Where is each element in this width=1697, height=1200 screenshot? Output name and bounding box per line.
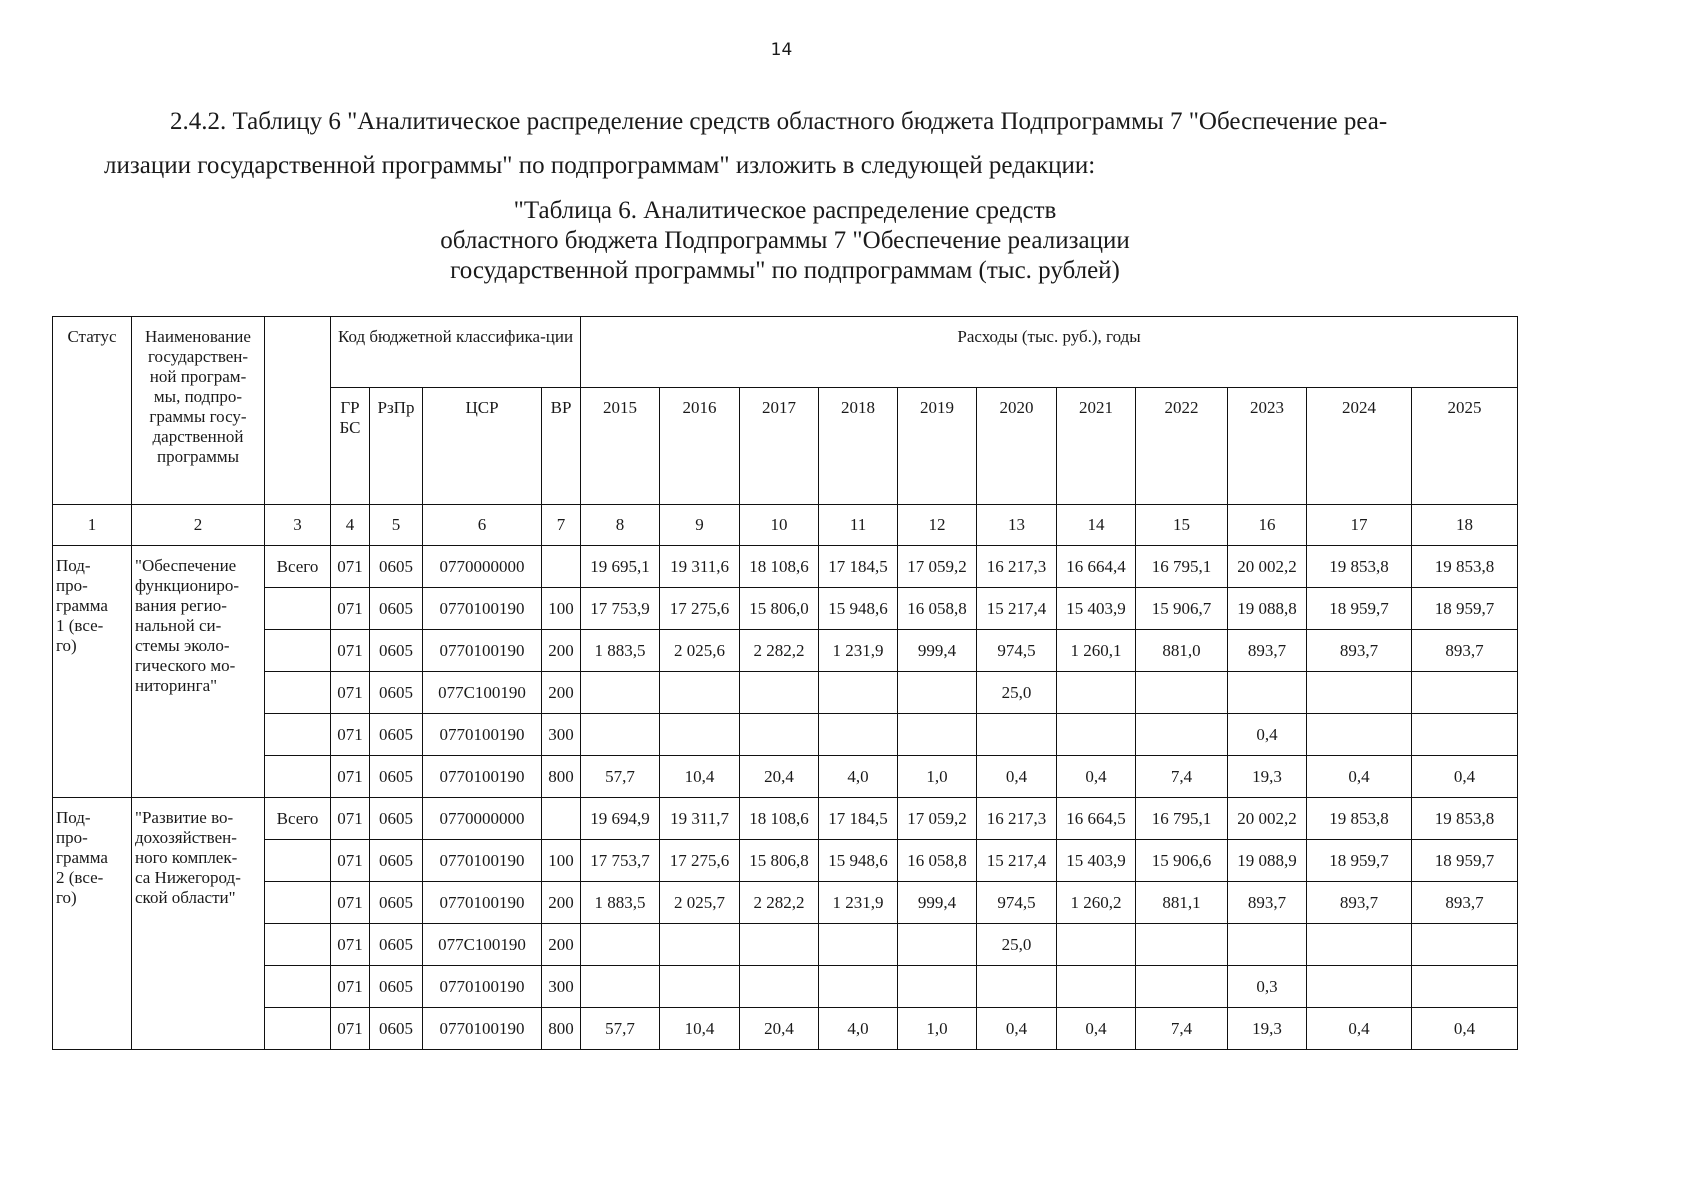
data-cell: 1 260,1 xyxy=(1057,630,1136,672)
program-name-cell xyxy=(132,798,265,1050)
data-cell: 071 xyxy=(331,882,370,924)
data-cell: 18 959,7 xyxy=(1412,840,1518,882)
data-cell: 15 806,8 xyxy=(740,840,819,882)
data-cell: 2 025,6 xyxy=(660,630,740,672)
data-cell: 1,0 xyxy=(898,1008,977,1050)
data-cell xyxy=(1307,924,1412,966)
data-cell: 16 795,1 xyxy=(1136,798,1228,840)
data-cell: 100 xyxy=(542,840,581,882)
data-cell xyxy=(581,966,660,1008)
data-cell: 893,7 xyxy=(1228,630,1307,672)
cell-line: го) xyxy=(56,888,77,907)
column-number: 15 xyxy=(1136,505,1228,546)
table-row xyxy=(53,756,1518,798)
data-cell: 800 xyxy=(542,1008,581,1050)
data-cell xyxy=(660,966,740,1008)
cell-line: ного комплек- xyxy=(135,848,238,867)
data-cell xyxy=(1057,672,1136,714)
data-cell: 16 795,1 xyxy=(1136,546,1228,588)
table-row xyxy=(53,798,1518,840)
cell-line: граммы госу- xyxy=(149,407,247,426)
column-number: 1 xyxy=(53,505,132,546)
total-label: Всего xyxy=(265,546,331,588)
data-cell: 15 403,9 xyxy=(1057,840,1136,882)
data-cell: 20 002,2 xyxy=(1228,546,1307,588)
data-cell: 0770100190 xyxy=(423,966,542,1008)
column-number: 3 xyxy=(265,505,331,546)
empty-cell xyxy=(265,966,331,1008)
data-cell xyxy=(581,672,660,714)
data-cell: 15 217,4 xyxy=(977,588,1057,630)
paragraph-line-1: 2.4.2. Таблицу 6 "Аналитическое распределение средств областного бюджета Подпрограммы 7 "Обеспечение реа- xyxy=(170,108,1388,135)
cell-line: гического мо- xyxy=(135,656,236,675)
cell-line: БС xyxy=(339,418,361,437)
data-cell: 15 403,9 xyxy=(1057,588,1136,630)
table-row xyxy=(53,630,1518,672)
data-cell: 0605 xyxy=(370,924,423,966)
data-cell: 17 275,6 xyxy=(660,840,740,882)
data-cell: 1 231,9 xyxy=(819,630,898,672)
data-cell xyxy=(1057,966,1136,1008)
cell-line: Под- xyxy=(56,556,91,575)
column-number: 5 xyxy=(370,505,423,546)
data-cell: 19 088,9 xyxy=(1228,840,1307,882)
data-cell: 0770000000 xyxy=(423,798,542,840)
cell-line: Наименование xyxy=(145,327,251,346)
data-cell: 19,3 xyxy=(1228,756,1307,798)
data-cell: 071 xyxy=(331,966,370,1008)
program-name-cell xyxy=(132,546,265,798)
data-cell xyxy=(542,546,581,588)
header-year: 2020 xyxy=(977,388,1057,505)
budget-table xyxy=(52,316,1518,1050)
column-number: 9 xyxy=(660,505,740,546)
data-cell: 0,4 xyxy=(1057,1008,1136,1050)
data-cell: 19 311,7 xyxy=(660,798,740,840)
column-number: 7 xyxy=(542,505,581,546)
data-cell xyxy=(1412,924,1518,966)
column-number: 14 xyxy=(1057,505,1136,546)
header-grbs xyxy=(331,388,370,505)
table-row xyxy=(53,966,1518,1008)
empty-cell xyxy=(265,882,331,924)
data-cell: 999,4 xyxy=(898,882,977,924)
column-number: 11 xyxy=(819,505,898,546)
header-year: 2016 xyxy=(660,388,740,505)
paragraph-line-2: лизации государственной программы" по подпрограммам" изложить в следующей редакции: xyxy=(104,152,1096,179)
cell-line: грамма xyxy=(56,848,108,867)
data-cell: 1 260,2 xyxy=(1057,882,1136,924)
data-cell xyxy=(740,672,819,714)
data-cell xyxy=(1136,924,1228,966)
data-cell: 071 xyxy=(331,798,370,840)
header-code-group: Код бюджетной классифика-ции xyxy=(331,317,581,388)
data-cell xyxy=(542,798,581,840)
data-cell xyxy=(819,672,898,714)
data-cell: 881,0 xyxy=(1136,630,1228,672)
data-cell: 18 959,7 xyxy=(1307,840,1412,882)
table-row xyxy=(53,924,1518,966)
data-cell: 100 xyxy=(542,588,581,630)
data-cell xyxy=(1412,714,1518,756)
data-cell: 16 058,8 xyxy=(898,840,977,882)
total-label: Всего xyxy=(265,798,331,840)
data-cell: 15 806,0 xyxy=(740,588,819,630)
header-year: 2024 xyxy=(1307,388,1412,505)
column-number: 4 xyxy=(331,505,370,546)
data-cell: 20,4 xyxy=(740,756,819,798)
data-cell: 19 695,1 xyxy=(581,546,660,588)
data-cell: 10,4 xyxy=(660,1008,740,1050)
caption-line-2: областного бюджета Подпрограммы 7 "Обеспечение реализации xyxy=(440,227,1130,254)
cell-line: ной програм- xyxy=(149,367,247,386)
cell-line: ской области" xyxy=(135,888,236,907)
data-cell: 0605 xyxy=(370,630,423,672)
data-cell xyxy=(898,966,977,1008)
column-number: 10 xyxy=(740,505,819,546)
data-cell: 16 058,8 xyxy=(898,588,977,630)
header-year: 2021 xyxy=(1057,388,1136,505)
data-cell: 19 853,8 xyxy=(1412,798,1518,840)
data-cell: 1 231,9 xyxy=(819,882,898,924)
empty-cell xyxy=(265,588,331,630)
data-cell: 17 275,6 xyxy=(660,588,740,630)
cell-line: дохозяйствен- xyxy=(135,828,237,847)
data-cell: 0605 xyxy=(370,966,423,1008)
data-cell: 881,1 xyxy=(1136,882,1228,924)
data-cell xyxy=(1057,924,1136,966)
data-cell: 0770100190 xyxy=(423,756,542,798)
column-number: 6 xyxy=(423,505,542,546)
data-cell: 0605 xyxy=(370,672,423,714)
data-cell: 16 664,4 xyxy=(1057,546,1136,588)
cell-line: "Развитие во- xyxy=(135,808,234,827)
data-cell xyxy=(740,924,819,966)
data-cell xyxy=(581,714,660,756)
data-cell: 15 217,4 xyxy=(977,840,1057,882)
data-cell: 071 xyxy=(331,1008,370,1050)
column-number: 13 xyxy=(977,505,1057,546)
status-cell xyxy=(53,798,132,1050)
data-cell: 071 xyxy=(331,714,370,756)
data-cell: 300 xyxy=(542,966,581,1008)
header-status: Статус xyxy=(53,317,132,505)
data-cell: 0605 xyxy=(370,546,423,588)
data-cell: 4,0 xyxy=(819,756,898,798)
data-cell: 071 xyxy=(331,840,370,882)
data-cell: 0,4 xyxy=(977,1008,1057,1050)
cell-line: про- xyxy=(56,576,88,595)
data-cell: 25,0 xyxy=(977,924,1057,966)
data-cell xyxy=(740,714,819,756)
data-cell: 0,4 xyxy=(977,756,1057,798)
table-row xyxy=(53,714,1518,756)
data-cell xyxy=(977,714,1057,756)
data-cell: 974,5 xyxy=(977,630,1057,672)
cell-line: про- xyxy=(56,828,88,847)
data-cell: 800 xyxy=(542,756,581,798)
data-cell: 19 088,8 xyxy=(1228,588,1307,630)
data-cell: 16 217,3 xyxy=(977,546,1057,588)
data-cell: 077С100190 xyxy=(423,672,542,714)
cell-line: вания регио- xyxy=(135,596,227,615)
data-cell: 071 xyxy=(331,924,370,966)
data-cell: 0605 xyxy=(370,756,423,798)
cell-line: са Нижегород- xyxy=(135,868,241,887)
data-cell: 300 xyxy=(542,714,581,756)
data-cell: 19,3 xyxy=(1228,1008,1307,1050)
data-cell: 0770100190 xyxy=(423,588,542,630)
data-cell: 0770100190 xyxy=(423,714,542,756)
data-cell: 0605 xyxy=(370,840,423,882)
data-cell: 0770100190 xyxy=(423,882,542,924)
data-cell: 0,4 xyxy=(1057,756,1136,798)
data-cell: 19 311,6 xyxy=(660,546,740,588)
empty-cell xyxy=(265,840,331,882)
data-cell: 17 753,9 xyxy=(581,588,660,630)
header-year: 2025 xyxy=(1412,388,1518,505)
header-year: 2017 xyxy=(740,388,819,505)
header-year: 2019 xyxy=(898,388,977,505)
data-cell: 1,0 xyxy=(898,756,977,798)
data-cell: 1 883,5 xyxy=(581,882,660,924)
data-cell xyxy=(1307,672,1412,714)
column-number: 18 xyxy=(1412,505,1518,546)
header-csr: ЦСР xyxy=(423,388,542,505)
data-cell xyxy=(740,966,819,1008)
data-cell: 20,4 xyxy=(740,1008,819,1050)
data-cell xyxy=(1412,672,1518,714)
header-year: 2018 xyxy=(819,388,898,505)
data-cell: 0,4 xyxy=(1412,756,1518,798)
data-cell: 4,0 xyxy=(819,1008,898,1050)
empty-cell xyxy=(265,630,331,672)
data-cell: 17 184,5 xyxy=(819,546,898,588)
table-row xyxy=(53,546,1518,588)
data-cell: 071 xyxy=(331,630,370,672)
cell-line: 1 (все- xyxy=(56,616,104,635)
data-cell: 071 xyxy=(331,546,370,588)
data-cell xyxy=(1136,672,1228,714)
data-cell: 1 883,5 xyxy=(581,630,660,672)
cell-line: ГР xyxy=(340,398,360,417)
data-cell: 20 002,2 xyxy=(1228,798,1307,840)
cell-line: стемы эколо- xyxy=(135,636,230,655)
data-cell: 15 948,6 xyxy=(819,840,898,882)
data-cell: 0,4 xyxy=(1412,1008,1518,1050)
cell-line: "Обеспечение xyxy=(135,556,237,575)
empty-cell xyxy=(265,756,331,798)
data-cell: 0770100190 xyxy=(423,840,542,882)
data-cell: 0,4 xyxy=(1228,714,1307,756)
data-cell: 7,4 xyxy=(1136,1008,1228,1050)
data-cell xyxy=(581,924,660,966)
empty-cell xyxy=(265,924,331,966)
data-cell: 0605 xyxy=(370,1008,423,1050)
data-cell: 15 948,6 xyxy=(819,588,898,630)
data-cell: 2 282,2 xyxy=(740,630,819,672)
data-cell: 0605 xyxy=(370,798,423,840)
data-cell: 2 282,2 xyxy=(740,882,819,924)
data-cell: 893,7 xyxy=(1228,882,1307,924)
data-cell: 200 xyxy=(542,672,581,714)
data-cell: 19 853,8 xyxy=(1412,546,1518,588)
data-cell xyxy=(1057,714,1136,756)
column-number: 2 xyxy=(132,505,265,546)
table-row xyxy=(53,882,1518,924)
data-cell: 25,0 xyxy=(977,672,1057,714)
column-number: 16 xyxy=(1228,505,1307,546)
data-cell: 071 xyxy=(331,756,370,798)
column-number-row xyxy=(53,505,1518,546)
data-cell xyxy=(977,966,1057,1008)
data-cell: 15 906,7 xyxy=(1136,588,1228,630)
empty-cell xyxy=(265,1008,331,1050)
data-cell xyxy=(898,672,977,714)
caption-line-3: государственной программы" по подпрограммам (тыс. рублей) xyxy=(450,257,1120,284)
data-cell: 19 853,8 xyxy=(1307,798,1412,840)
column-number: 12 xyxy=(898,505,977,546)
cell-line: мы, подпро- xyxy=(153,387,243,406)
data-cell: 0,4 xyxy=(1307,1008,1412,1050)
data-cell xyxy=(660,672,740,714)
data-cell: 2 025,7 xyxy=(660,882,740,924)
header-rzpr: РзПр xyxy=(370,388,423,505)
table-caption xyxy=(300,196,1270,286)
cell-line: ниторинга" xyxy=(135,676,218,695)
data-cell: 17 184,5 xyxy=(819,798,898,840)
data-cell: 17 753,7 xyxy=(581,840,660,882)
cell-line: го) xyxy=(56,636,77,655)
header-name xyxy=(132,317,265,505)
data-cell: 200 xyxy=(542,882,581,924)
data-cell xyxy=(819,966,898,1008)
data-cell: 0,4 xyxy=(1307,756,1412,798)
caption-line-1: "Таблица 6. Аналитическое распределение средств xyxy=(513,197,1057,224)
data-cell: 18 959,7 xyxy=(1307,588,1412,630)
cell-line: Под- xyxy=(56,808,91,827)
data-cell: 071 xyxy=(331,672,370,714)
data-cell: 15 906,6 xyxy=(1136,840,1228,882)
page-number: 14 xyxy=(770,40,793,60)
data-cell xyxy=(1412,966,1518,1008)
data-cell xyxy=(660,714,740,756)
empty-cell xyxy=(265,714,331,756)
header-year: 2022 xyxy=(1136,388,1228,505)
table-row xyxy=(53,1008,1518,1050)
data-cell: 893,7 xyxy=(1412,630,1518,672)
cell-line: 2 (все- xyxy=(56,868,104,887)
data-cell xyxy=(660,924,740,966)
data-cell: 18 959,7 xyxy=(1412,588,1518,630)
data-cell: 077С100190 xyxy=(423,924,542,966)
data-cell: 57,7 xyxy=(581,756,660,798)
data-cell: 18 108,6 xyxy=(740,546,819,588)
data-cell: 57,7 xyxy=(581,1008,660,1050)
data-cell xyxy=(1228,672,1307,714)
column-number: 17 xyxy=(1307,505,1412,546)
cell-line: государствен- xyxy=(147,347,249,366)
data-cell: 200 xyxy=(542,924,581,966)
header-vr: ВР xyxy=(542,388,581,505)
data-cell: 17 059,2 xyxy=(898,546,977,588)
data-cell: 0770100190 xyxy=(423,1008,542,1050)
data-cell: 7,4 xyxy=(1136,756,1228,798)
data-cell: 0605 xyxy=(370,588,423,630)
intro-paragraph xyxy=(104,100,1464,188)
data-cell: 893,7 xyxy=(1412,882,1518,924)
data-cell xyxy=(819,714,898,756)
data-cell xyxy=(1307,966,1412,1008)
table-row xyxy=(53,588,1518,630)
data-cell xyxy=(1307,714,1412,756)
column-number: 8 xyxy=(581,505,660,546)
data-cell: 0770100190 xyxy=(423,630,542,672)
data-cell: 071 xyxy=(331,588,370,630)
header-year: 2023 xyxy=(1228,388,1307,505)
data-cell: 974,5 xyxy=(977,882,1057,924)
data-cell: 0605 xyxy=(370,714,423,756)
cell-line: дарственной xyxy=(152,427,244,446)
data-cell xyxy=(898,924,977,966)
data-cell: 0770000000 xyxy=(423,546,542,588)
cell-line: нальной си- xyxy=(135,616,222,635)
data-cell: 0,3 xyxy=(1228,966,1307,1008)
data-cell xyxy=(1228,924,1307,966)
cell-line: грамма xyxy=(56,596,108,615)
header-expense-group: Расходы (тыс. руб.), годы xyxy=(581,317,1518,388)
data-cell xyxy=(819,924,898,966)
data-cell: 200 xyxy=(542,630,581,672)
data-cell: 19 853,8 xyxy=(1307,546,1412,588)
empty-cell xyxy=(265,672,331,714)
table-row xyxy=(53,840,1518,882)
data-cell: 893,7 xyxy=(1307,630,1412,672)
data-cell: 19 694,9 xyxy=(581,798,660,840)
table-row xyxy=(53,672,1518,714)
data-cell: 16 664,5 xyxy=(1057,798,1136,840)
data-cell xyxy=(1136,714,1228,756)
data-cell: 893,7 xyxy=(1307,882,1412,924)
data-cell xyxy=(1136,966,1228,1008)
data-cell: 10,4 xyxy=(660,756,740,798)
data-cell: 16 217,3 xyxy=(977,798,1057,840)
data-cell: 999,4 xyxy=(898,630,977,672)
cell-line: программы xyxy=(156,447,240,466)
status-cell xyxy=(53,546,132,798)
header-row-1 xyxy=(53,317,1518,388)
data-cell: 17 059,2 xyxy=(898,798,977,840)
data-cell: 18 108,6 xyxy=(740,798,819,840)
data-cell: 0605 xyxy=(370,882,423,924)
cell-line: функциониро- xyxy=(135,576,240,595)
header-empty xyxy=(265,317,331,505)
data-cell xyxy=(898,714,977,756)
header-year: 2015 xyxy=(581,388,660,505)
